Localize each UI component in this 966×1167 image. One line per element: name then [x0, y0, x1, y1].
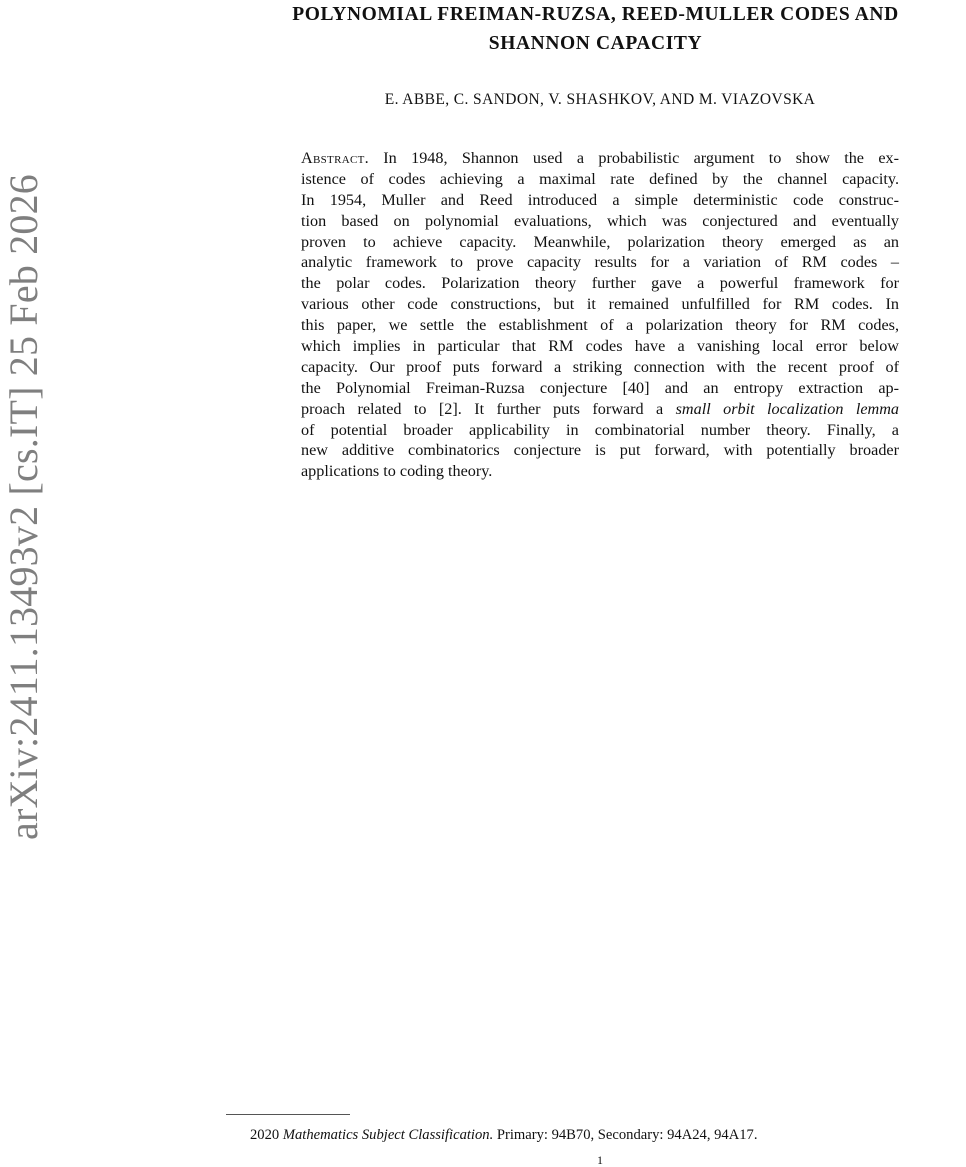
- abstract-line: new additive combinatorics conjecture is put forward, with potentially broader: [301, 441, 899, 460]
- abstract: [301, 148, 899, 482]
- abstract-line: Abstract. In 1948, Shannon used a probabilistic argument to show the ex-: [301, 149, 899, 167]
- abstract-line: applications to coding theory.: [301, 462, 493, 481]
- abstract-line: tion based on polynomial evaluations, which was conjectured and eventually: [301, 211, 899, 230]
- abstract-line: capacity. Our proof puts forward a striking connection with the recent proof of: [301, 357, 899, 376]
- abstract-line: which implies in particular that RM codes have a vanishing local error below: [301, 337, 899, 356]
- paper-title: [225, 0, 966, 58]
- abstract-line: of potential broader applicability in combinatorial number theory. Finally, a: [301, 420, 899, 439]
- arxiv-identifier-stamp: arXiv:2411.13493v2 [cs.IT] 25 Feb 2026: [1, 173, 46, 841]
- abstract-line: In 1954, Muller and Reed introduced a simple deterministic code construc-: [301, 190, 899, 209]
- title-line-1: POLYNOMIAL FREIMAN-RUZSA, REED-MULLER CODES AND: [292, 4, 899, 25]
- author-list: E. ABBE, C. SANDON, V. SHASHKOV, AND M. VIAZOVSKA: [384, 91, 816, 108]
- abstract-line: the Polynomial Freiman-Ruzsa conjecture [40] and an entropy extraction ap-: [301, 378, 899, 397]
- abstract-line: proven to achieve capacity. Meanwhile, polarization theory emerged as an: [301, 232, 899, 251]
- abstract-line: this paper, we settle the establishment of a polarization theory for RM codes,: [301, 316, 899, 335]
- footnote-divider: [226, 1114, 350, 1115]
- abstract-line: analytic framework to prove capacity results for a variation of RM codes –: [301, 253, 899, 272]
- abstract-label: Abstract.: [301, 149, 369, 167]
- abstract-line: various other code constructions, but it remained unfulfilled for RM codes. In: [301, 295, 899, 314]
- title-line-2: SHANNON CAPACITY: [488, 33, 703, 54]
- abstract-line: proach related to [2]. It further puts forward a small orbit localization lemma: [301, 399, 900, 418]
- abstract-line: istence of codes achieving a maximal rate defined by the channel capacity.: [301, 169, 899, 188]
- italic-lemma-name: small orbit localization lemma: [675, 399, 900, 418]
- footnote-msc: 2020 Mathematics Subject Classification. Primary: 94B70, Secondary: 94A24, 94A17.: [250, 1127, 758, 1143]
- abstract-line: the polar codes. Polarization theory further gave a powerful framework for: [301, 274, 899, 293]
- page-number: 1: [597, 1153, 603, 1167]
